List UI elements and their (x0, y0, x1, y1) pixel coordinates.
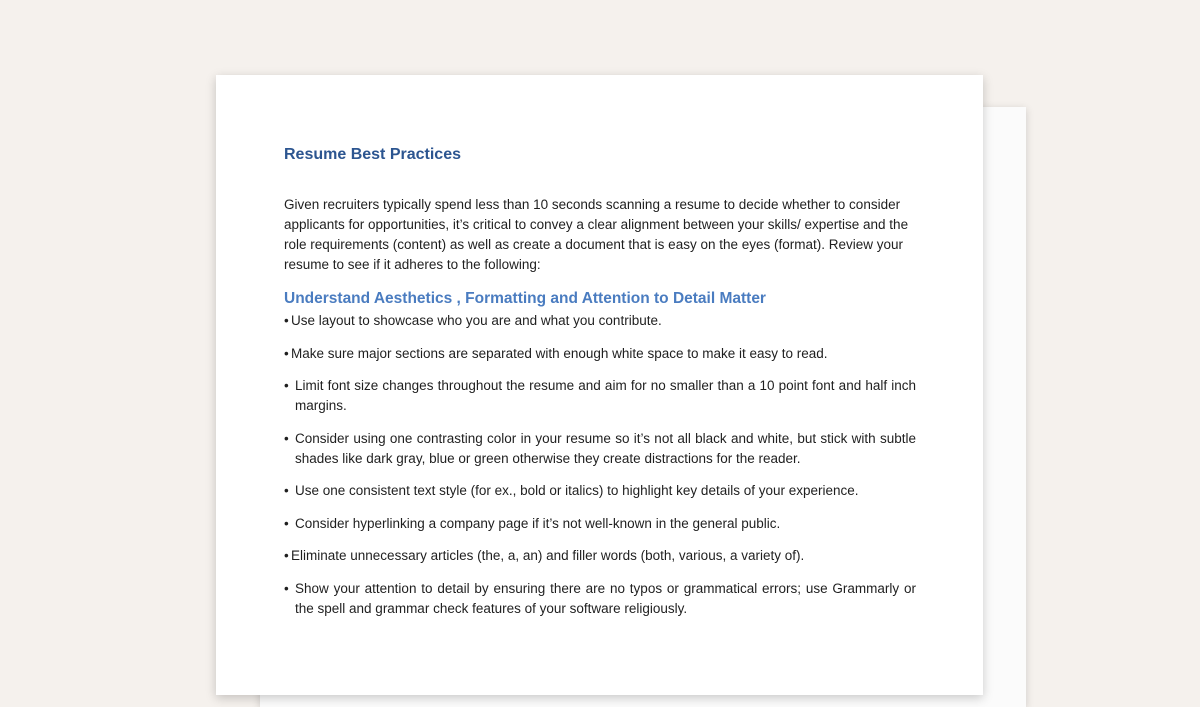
bullet-text: Limit font size changes throughout the resume and aim for no smaller than a 10 point font and half inch margins. (295, 378, 916, 413)
bullet-list (284, 311, 916, 619)
bullet-item (284, 311, 916, 331)
bullet-text: Consider hyperlinking a company page if it’s not well-known in the general public. (295, 515, 781, 531)
section-heading: Understand Aesthetics , Formatting and Attention to Detail Matter (284, 290, 766, 307)
bullet-marker: • (284, 515, 289, 531)
bullet-text: Eliminate unnecessary articles (the, a, an) and filler words (both, various, a variety of). (291, 548, 805, 563)
bullet-item (284, 546, 916, 566)
bullet-item (284, 579, 916, 619)
bullet-text: Show your attention to detail by ensuring there are no typos or grammatical errors; use Grammarly or the spell and grammar check features of your software religiously. (295, 580, 916, 616)
document-title: Resume Best Practices (284, 146, 461, 163)
bullet-item (284, 429, 916, 469)
bullet-text: Make sure major sections are separated with enough white space to make it easy to read. (291, 345, 828, 361)
document-content (284, 145, 916, 631)
bullet-item (284, 514, 916, 534)
bullet-text: Consider using one contrasting color in your resume so it’s not all black and white, but stick with subtle shades like dark gray, blue or green otherwise they create distractions for the reader. (295, 430, 916, 466)
bullet-marker: • (284, 378, 289, 393)
bullet-item (284, 481, 916, 501)
bullet-item (284, 344, 916, 364)
bullet-marker: • (284, 313, 289, 328)
bullet-marker: • (284, 430, 289, 446)
intro-paragraph: Given recruiters typically spend less than 10 seconds scanning a resume to decide whether to consider applicants for opportunities, it’s critical to convey a clear alignment between your skills/ expertise and the role requirements (content) as well as create a document that is easy on the eyes (format). Review your resume to see if it adheres to the following: (284, 197, 909, 272)
bullet-marker: • (284, 548, 289, 563)
bullet-text: Use one consistent text style (for ex., bold or italics) to highlight key details of your experience. (295, 483, 859, 498)
bullet-marker: • (284, 345, 289, 361)
document-page (216, 75, 983, 695)
bullet-text: Use layout to showcase who you are and what you contribute. (291, 313, 662, 328)
bullet-marker: • (284, 483, 289, 498)
bullet-item (284, 376, 916, 416)
bullet-marker: • (284, 580, 289, 596)
